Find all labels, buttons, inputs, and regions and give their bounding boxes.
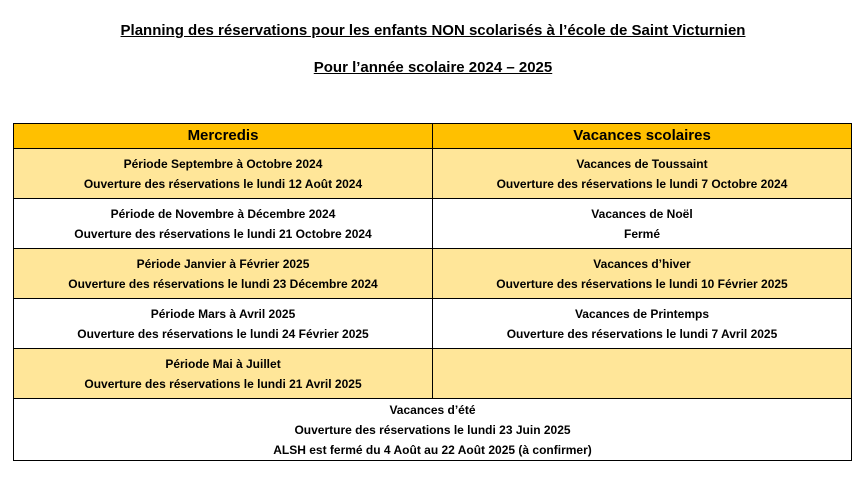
summer-closure-note: ALSH est fermé du 4 Août au 22 Août 2025 (à confirmer) [273,442,592,457]
page-title: Planning des réservations pour les enfants NON scolarisés à l’école de Saint Victurnien [120,22,746,39]
vacances-period-cell [433,249,852,299]
mercredi-period-cell [14,349,433,399]
table-row [14,349,852,399]
planning-table [13,123,852,461]
period-label: Période Mars à Avril 2025 [150,306,296,321]
period-label: Vacances de Noël [591,206,693,221]
table-row [14,249,852,299]
period-label: Vacances de Toussaint [576,156,708,171]
page-subtitle: Pour l’année scolaire 2024 – 2025 [313,59,553,76]
header-row [14,124,852,149]
mercredi-period-cell [14,149,433,199]
reservation-opening: Ouverture des réservations le lundi 24 Février 2025 [77,326,369,341]
column-header-vacances: Vacances scolaires [433,124,852,149]
table-row [14,149,852,199]
reservation-opening: Fermé [623,226,661,241]
vacances-period-cell [433,299,852,349]
period-label: Vacances d’hiver [593,256,691,271]
period-label: Période de Novembre à Décembre 2024 [110,206,336,221]
reservation-opening: Ouverture des réservations le lundi 21 Avril 2025 [84,376,362,391]
mercredi-period-cell [14,299,433,349]
summer-reservation-opening: Ouverture des réservations le lundi 23 Juin 2025 [294,422,571,437]
table-row [14,199,852,249]
vacances-period-cell [433,199,852,249]
reservation-opening: Ouverture des réservations le lundi 21 Octobre 2024 [74,226,372,241]
summer-row [14,399,852,461]
mercredi-period-cell [14,249,433,299]
table-row [14,299,852,349]
reservation-opening: Ouverture des réservations le lundi 10 Février 2025 [496,276,788,291]
mercredi-period-cell [14,199,433,249]
reservation-opening: Ouverture des réservations le lundi 12 Août 2024 [83,176,363,191]
reservation-opening: Ouverture des réservations le lundi 7 Octobre 2024 [496,176,788,191]
reservation-opening: Ouverture des réservations le lundi 23 Décembre 2024 [68,276,378,291]
period-label: Période Mai à Juillet [165,356,281,371]
reservation-opening: Ouverture des réservations le lundi 7 Avril 2025 [506,326,778,341]
summer-vacation-cell [14,399,852,461]
period-label: Vacances de Printemps [574,306,710,321]
column-header-mercredis: Mercredis [14,124,433,149]
empty-cell [433,349,852,399]
summer-label: Vacances d’été [389,402,476,417]
period-label: Période Septembre à Octobre 2024 [123,156,323,171]
period-label: Période Janvier à Février 2025 [136,256,310,271]
vacances-period-cell [433,149,852,199]
